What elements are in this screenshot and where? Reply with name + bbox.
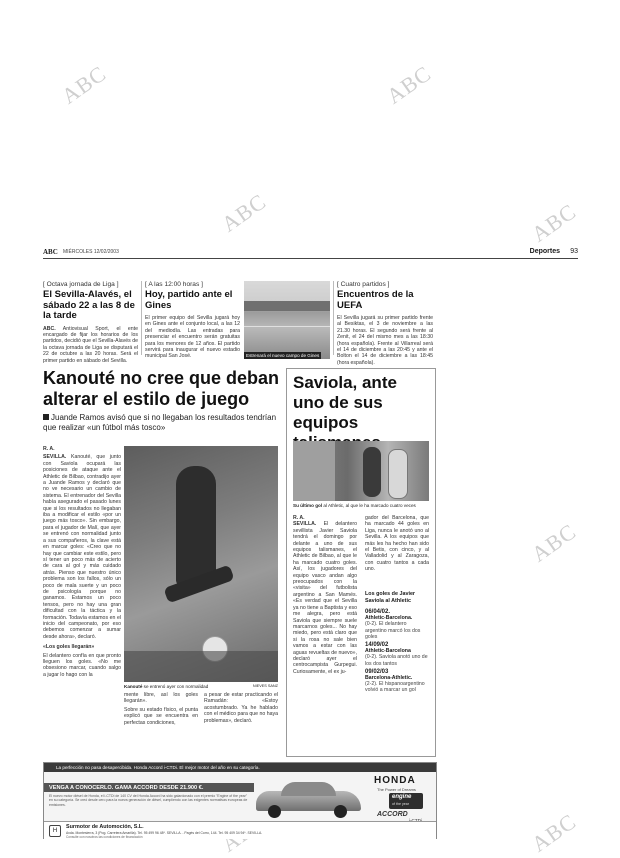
main-column-3: a pesar de estar practicando el Ramadán: «Estoy acostumbrado. Ya he hablado con el médico para que no haya problemas», declaró. bbox=[204, 692, 278, 724]
brief-box-friendly bbox=[145, 281, 240, 360]
honda-logo: HONDA bbox=[374, 775, 416, 786]
header-rule bbox=[43, 258, 578, 259]
brief-body: ABC. Antiovisual Sport, el ente encargado de fijar los horarios de los partidos, decidió que el Sevilla-Alavés de la octava jornada de Liga se disputará el 22 de octubre a las 20 horas. Será el primer partido en sábado del Sevilla. bbox=[43, 325, 139, 364]
ad-top-line: La perfección no pasa desapercibida. Honda Accord i-CTDi. El mejor motor del año en su categoría. bbox=[56, 764, 260, 770]
photo-credit: NIEVES SANZ bbox=[252, 684, 278, 688]
brief-box-uefa bbox=[337, 281, 433, 366]
saviola-box bbox=[286, 368, 436, 757]
main-headline: Kanouté no cree que deban alterar el estilo de juego bbox=[43, 368, 280, 409]
car-roof bbox=[281, 782, 336, 796]
dealer-note: Consulte con nosotros las condiciones de financiación bbox=[66, 834, 143, 839]
grass-strip bbox=[124, 651, 278, 682]
dealer-address: Avda. Montesierra, 3 (Pog. Carretera Amarilla). Tel. 95 499 96 48*. SEVILLA. - Pagés del Corro, 144. Tel. 95 409 34 94*. SEVILLA. bbox=[66, 830, 263, 835]
honda-ad bbox=[43, 762, 437, 839]
honda-tagline: The Power of Dreams bbox=[377, 787, 416, 792]
bullet-square-icon bbox=[43, 414, 49, 420]
defender-player bbox=[388, 449, 408, 499]
column-divider bbox=[141, 281, 142, 355]
brief-title: El Sevilla-Alavés, el sábado 22 a las 8 de la tarde bbox=[43, 289, 135, 321]
main-column-2: mente libre, así los goles llegarán». Sobre su estado físico, el punta explicó que se encuentra en perfectas condiciones, bbox=[124, 692, 198, 726]
header-date: MIÉRCOLES 12/02/2003 bbox=[63, 249, 119, 255]
column-divider bbox=[333, 281, 334, 355]
kanoute-photo bbox=[124, 446, 278, 682]
stadium-photo bbox=[244, 281, 330, 359]
main-body-cont: El delantero confía en que pronto lleguen los goles. «No me obsesiono marcar, cuando salgo a jugar lo hago con la bbox=[43, 652, 121, 678]
ad-fine-print: El nuevo motor diésel de Honda, el i-CTDi de 140 CV del Honda Accord ha sido galardonado con el premio "Engine of the year" en su categoría. Se creó desde cero para la nueva generación de diésel, cumpliendo con las exigentes normativas europeas de emisiones. bbox=[49, 794, 248, 807]
brief-body: El primer equipo del Sevilla jugará hoy en Gines ante el conjunto local, a las 12 del mediodía. Las entradas para presenciar el encuentro serán gratuitas para los menores de 12 años. El partido servirá para inaugurar el nuevo estadio municipal San José. bbox=[145, 315, 240, 360]
ad-headline: VENGA A CONOCERLO. GAMA ACCORD DESDE 21.900 €. bbox=[49, 784, 204, 791]
goals-list-title: Los goles de Javier Saviola al Athletic bbox=[365, 591, 416, 604]
goal-item: 06/04/02. Athletic-Barcelona. (0-2). El delantero argentino marcó los dos goles bbox=[365, 609, 421, 640]
award-title: engine bbox=[392, 794, 412, 800]
stadium-pitch-line bbox=[244, 326, 330, 327]
dealer-name: Surmotor de Automoción, S.L. bbox=[66, 824, 144, 830]
saviola-photo-caption: Su último gol al Athletic, al que le ha marcado cuatro veces bbox=[293, 503, 416, 508]
page-header bbox=[43, 248, 578, 258]
stadium-stand bbox=[244, 301, 330, 311]
main-subhead: «Los goles llegarán» bbox=[43, 644, 95, 651]
kanoute-photo-caption: Kanouté se entrenó ayer con normalidad NIEVES SANZ bbox=[124, 684, 278, 689]
brief-box-kickoff bbox=[43, 281, 138, 364]
saviola-goals-list bbox=[365, 591, 429, 694]
header-page-number: 93 bbox=[570, 248, 578, 255]
award-sub: of the year bbox=[392, 802, 409, 806]
model-name: ACCORD bbox=[377, 811, 408, 818]
abc-watermark: ABC bbox=[381, 60, 436, 109]
goal-item: 09/02/03 Barcelona-Athletic. (2-2). El hispanoargentino volvió a marcar un gol bbox=[365, 668, 425, 694]
car-wheel bbox=[334, 805, 347, 818]
abc-watermark: ABC bbox=[526, 518, 581, 567]
goal-item: 14/09/02 Athletic-Barcelona (0-2). Saviola anotó uno de los dos tantos bbox=[365, 642, 428, 667]
engine-award-badge bbox=[389, 793, 423, 809]
saviola-headline: Saviola, ante uno de sus equipos bbox=[293, 373, 397, 432]
saviola-photo-left bbox=[293, 441, 335, 501]
brief-title: Encuentros de la UEFA bbox=[337, 289, 414, 311]
abc-watermark: ABC bbox=[216, 188, 271, 237]
main-body: Kanouté, que junto con Saviola ocupará las posiciones de ataque ante el Athletic de Bilbao, contradijo ayer a Juande Ramos y declaró que no ve necesario un cambio de sistema. El entrenador del Sevilla había asegurado el pasado lunes que si los resultados no llegaban iba a modificar el estilo «por un juego más tosco». Sin embargo, para el jugador de Malí, que ayer se entrenó con normalidad junto a sus compañeros, la clave está en marcar goles: «Creo que no hay que cambiar este estilo, pero sí tener un poco más de acierto de cara al gol y más cuidado atrás. Pienso que nuestro único problema son los fallos, sólo un poco de mala suerte y un poco de psicología porque no ganamos. Estamos un poco tensos, pero no hay una gran dificultad con la táctica y la formación. Todavía estamos en el inicio del campeonato, por eso debemos comenzar a sumar desde ahora», declaró. bbox=[43, 454, 121, 640]
car-wheel bbox=[268, 805, 281, 818]
main-column-1: R. A. SEVILLA. Kanouté, que junto con Saviola ocupará las posiciones de ataque ante el Athletic de Bilbao, contradijo ayer a Juande Ramos y declaró que no ve necesario un cambio de sistema. El entrenador del Sevilla había asegurado el pasado lunes que si los resultados no llegaban iba a modificar el estilo «por un juego más tosco». Sin embargo, para el jugador de Malí, que ayer se entrenó con normalidad junto a sus compañeros, la clave está en marcar goles: «Creo que no hay que cambiar este estilo, pero sí tener un poco más de acierto de cara al gol y más cuidado atrás. Pienso que nuestro único problema son los fallos, sólo un poco de mala suerte y un poco de psicología porque no ganamos. Estamos un poco tensos, pero no hay una gran dificultad con la táctica y la formación. Todavía estamos en el inicio del campeonato, por eso debemos comenzar a sumar desde ahora», declaró. «Los goles llegarán» El delantero confía en que pronto lleguen los goles. «No me obsesiono marcar, cuando salgo a jugar lo hago con la bbox=[43, 446, 121, 678]
saviola-photo bbox=[293, 441, 429, 501]
stadium-photo-caption: Estrenará el nuevo campo de Gines bbox=[246, 353, 320, 358]
brief-body: El Sevilla jugará su primer partido frente al Besiktas, el 3 de noviembre a las 21.30 horas. El segundo será frente al Zenit, el 24 del mismo mes a las 18:30 (hora española). Frente al Villarreal será el 14 de diciembre a las 20:45 y ante el Bolton el 14 de diciembre a las 18:45 (hora española). bbox=[337, 315, 433, 366]
saviola-column-1: R. A. SEVILLA. El delantero sevillista Javier Saviola tendrá el domingo por delante a uno de sus equipos talismanes, el Athletic de Bilbao, al que le ha marcado cuatro goles. Así, los jugadores del equipo vasco andan algo preocupados con la «visita» del futbolista argentino a San Mamés. «Es verdad que el Sevilla ya no tiene a Baptista y eso me alegra, pero está Saviola que siempre suele marcarnos goles... No hay miedo, pero está claro que si la rosa no sale bien vamos a estar con las aguas revueltas de nuevo», declaró ayer el centrocampista Gurpegui. Curiosamente, el ex ju- bbox=[293, 515, 357, 675]
brief-kicker: [ A las 12:00 horas ] bbox=[145, 281, 203, 288]
header-logo: ABC bbox=[43, 248, 58, 256]
header-section: Deportes bbox=[529, 248, 560, 255]
abc-watermark: ABC bbox=[526, 198, 581, 247]
car-image bbox=[256, 779, 361, 819]
ad-dealer-bar bbox=[44, 821, 436, 839]
dealer-logo-icon: H bbox=[49, 825, 61, 837]
brief-title: Hoy, partido ante el Gines bbox=[145, 289, 233, 311]
player-figure bbox=[176, 466, 216, 586]
brief-kicker: [ Octava jornada de Liga ] bbox=[43, 281, 119, 288]
abc-watermark: ABC bbox=[526, 808, 581, 857]
main-byline: R. A. bbox=[43, 446, 55, 452]
abc-watermark: ABC bbox=[56, 60, 111, 109]
main-subtitle: Juande Ramos avisó que si no llegaban los resultados tendrían que realizar «un fútbol más tosco» bbox=[43, 413, 277, 432]
brief-kicker: [ Cuatro partidos ] bbox=[337, 281, 390, 288]
saviola-column-2: gador del Barcelona, que ha marcado 44 goles en Liga, nunca le anotó uno al Sevilla. A los equipos que más les ha hecho han sido el Betis, con cinco, y al Valladolid y al Zaragoza, con cuatro tantos a cada uno. bbox=[365, 515, 429, 573]
saviola-player bbox=[363, 447, 381, 497]
